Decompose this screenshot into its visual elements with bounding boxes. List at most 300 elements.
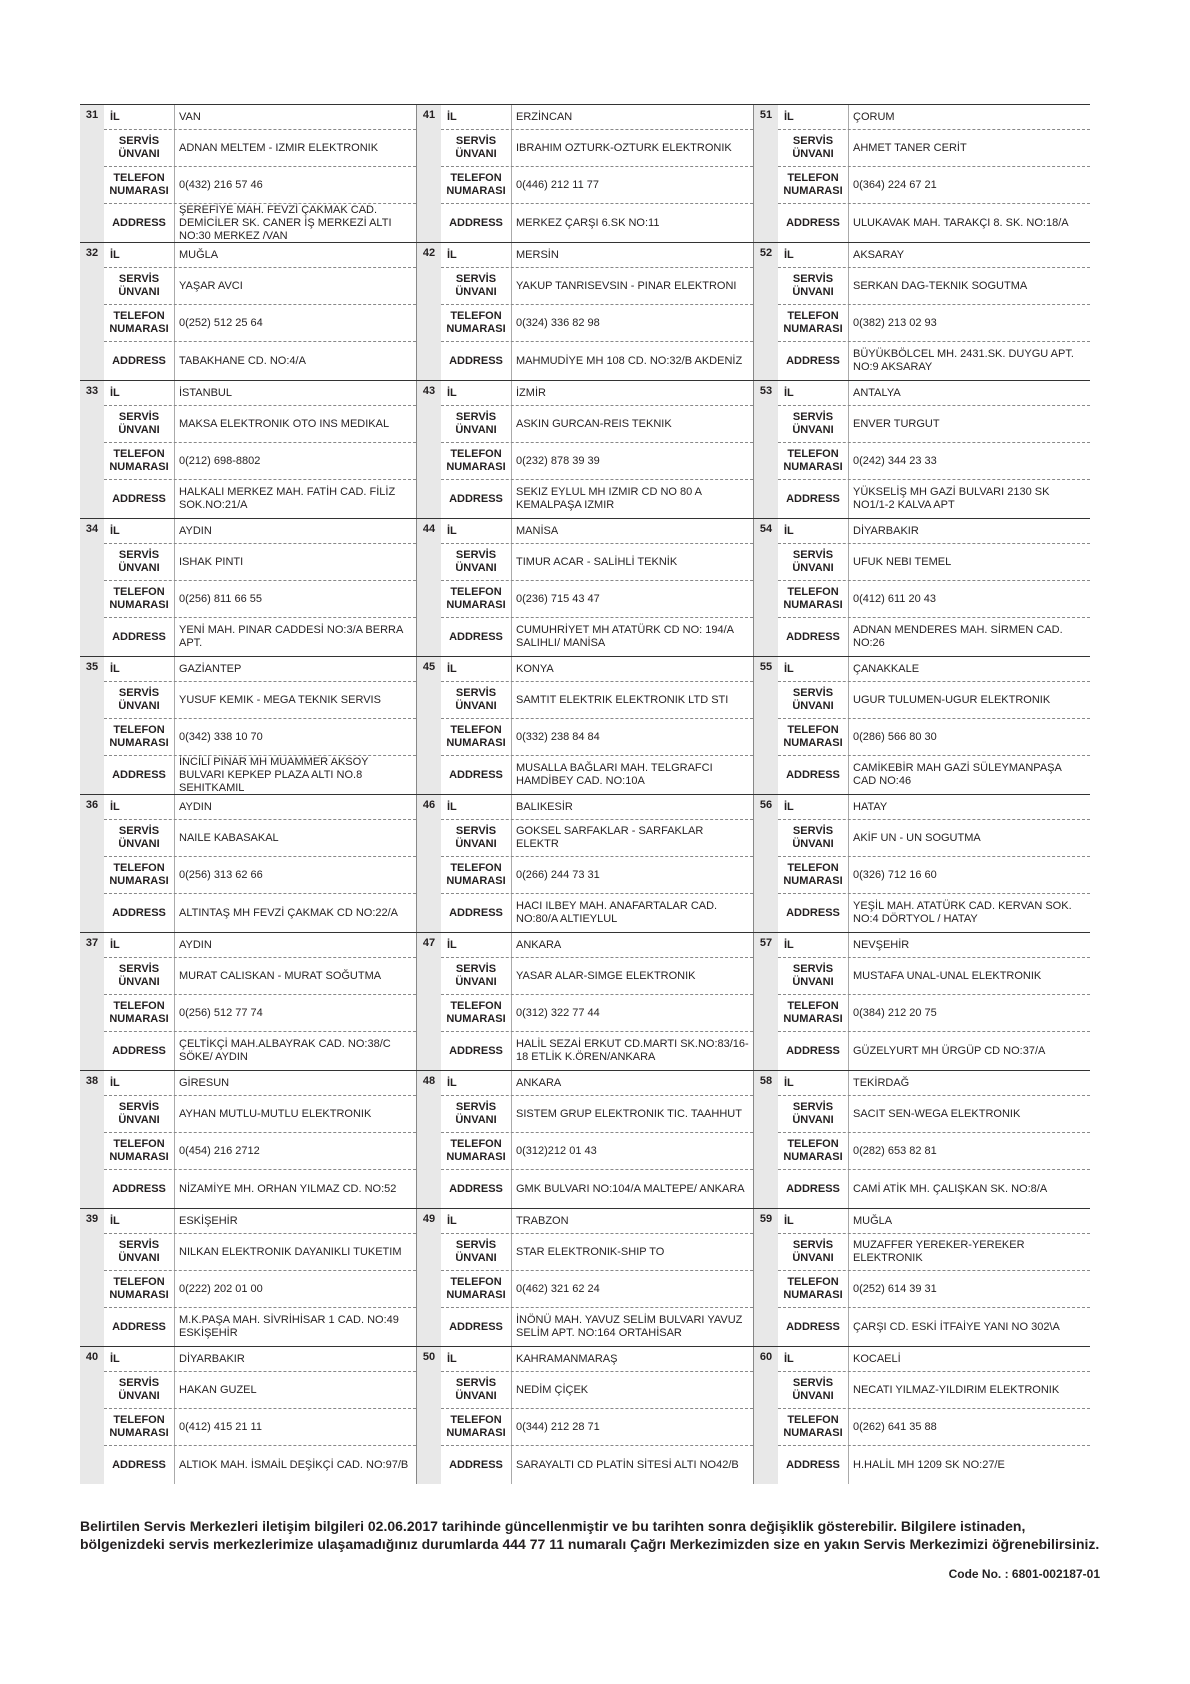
entry-number: 57	[754, 933, 778, 1070]
telefon-value: 0(222) 202 01 00	[174, 1271, 416, 1307]
service-center-entry	[416, 243, 753, 380]
telefon-label: TELEFON NUMARASI	[109, 862, 169, 887]
table-row	[80, 242, 1090, 380]
il-value: KAHRAMANMARAŞ	[511, 1347, 753, 1371]
servis-value: IBRAHIM OZTURK-OZTURK ELEKTRONIK	[511, 130, 753, 166]
servis-label: SERVİS ÜNVANI	[118, 1101, 160, 1126]
service-center-entry	[416, 1347, 753, 1484]
il-label: İL	[110, 1076, 120, 1089]
servis-label: SERVİS ÜNVANI	[455, 825, 497, 850]
entry-number: 56	[754, 795, 778, 932]
address-value: H.HALİL MH 1209 SK NO:27/E	[848, 1446, 1090, 1484]
telefon-label: TELEFON NUMARASI	[109, 1414, 169, 1439]
il-value: GAZİANTEP	[174, 657, 416, 681]
service-center-entry	[753, 1347, 1090, 1484]
address-value: BÜYÜKBÖLCEL MH. 2431.SK. DUYGU APT. NO:9 AKSARAY	[848, 342, 1090, 380]
il-label: İL	[110, 386, 120, 399]
telefon-label: TELEFON NUMARASI	[109, 1138, 169, 1163]
servis-value: ADNAN MELTEM - IZMIR ELEKTRONIK	[174, 130, 416, 166]
telefon-value: 0(256) 512 77 74	[174, 995, 416, 1031]
address-value: ÇELTİKÇİ MAH.ALBAYRAK CAD. NO:38/C SÖKE/ AYDIN	[174, 1032, 416, 1070]
servis-value: NECATI YILMAZ-YILDIRIM ELEKTRONIK	[848, 1372, 1090, 1408]
address-label: ADDRESS	[449, 768, 503, 781]
servis-label: SERVİS ÜNVANI	[118, 687, 160, 712]
il-value: TEKİRDAĞ	[848, 1071, 1090, 1095]
telefon-value: 0(364) 224 67 21	[848, 167, 1090, 203]
il-value: NEVŞEHİR	[848, 933, 1090, 957]
servis-label: SERVİS ÜNVANI	[118, 135, 160, 160]
il-label: İL	[110, 938, 120, 951]
telefon-label: TELEFON NUMARASI	[783, 448, 843, 473]
il-label: İL	[447, 1352, 457, 1365]
service-center-entry	[416, 519, 753, 656]
telefon-value: 0(286) 566 80 30	[848, 719, 1090, 755]
telefon-value: 0(236) 715 43 47	[511, 581, 753, 617]
service-center-entry	[416, 657, 753, 794]
il-value: AYDIN	[174, 933, 416, 957]
address-value: NİZAMİYE MH. ORHAN YILMAZ CD. NO:52	[174, 1170, 416, 1208]
table-row	[80, 380, 1090, 518]
telefon-value: 0(262) 641 35 88	[848, 1409, 1090, 1445]
address-label: ADDRESS	[112, 630, 166, 643]
address-value: ALTIOK MAH. İSMAİL DEŞİKÇİ CAD. NO:97/B	[174, 1446, 416, 1484]
il-value: ANTALYA	[848, 381, 1090, 405]
entry-number: 31	[80, 105, 104, 242]
servis-value: YAŞAR AVCI	[174, 268, 416, 304]
servis-value: ASKIN GURCAN-REIS TEKNIK	[511, 406, 753, 442]
telefon-label: TELEFON NUMARASI	[109, 724, 169, 749]
address-value: M.K.PAŞA MAH. SİVRİHİSAR 1 CAD. NO:49 ESKİŞEHİR	[174, 1308, 416, 1346]
il-label: İL	[110, 800, 120, 813]
servis-label: SERVİS ÜNVANI	[792, 687, 834, 712]
il-value: KONYA	[511, 657, 753, 681]
telefon-value: 0(344) 212 28 71	[511, 1409, 753, 1445]
il-label: İL	[447, 662, 457, 675]
servis-label: SERVİS ÜNVANI	[455, 135, 497, 160]
address-label: ADDRESS	[112, 354, 166, 367]
address-label: ADDRESS	[786, 1182, 840, 1195]
address-value: TABAKHANE CD. NO:4/A	[174, 342, 416, 380]
servis-label: SERVİS ÜNVANI	[455, 273, 497, 298]
telefon-label: TELEFON NUMARASI	[783, 1138, 843, 1163]
servis-value: NILKAN ELEKTRONIK DAYANIKLI TUKETIM	[174, 1234, 416, 1270]
entry-number: 51	[754, 105, 778, 242]
telefon-value: 0(446) 212 11 77	[511, 167, 753, 203]
address-value: YÜKSELİŞ MH GAZİ BULVARI 2130 SK NO1/1-2 KALVA APT	[848, 480, 1090, 518]
table-row	[80, 1208, 1090, 1346]
telefon-value: 0(256) 313 62 66	[174, 857, 416, 893]
service-center-entry	[416, 1209, 753, 1346]
address-label: ADDRESS	[112, 1182, 166, 1195]
entry-number: 60	[754, 1347, 778, 1484]
telefon-label: TELEFON NUMARASI	[446, 862, 506, 887]
telefon-label: TELEFON NUMARASI	[446, 724, 506, 749]
il-label: İL	[447, 938, 457, 951]
servis-value: YUSUF KEMIK - MEGA TEKNIK SERVIS	[174, 682, 416, 718]
telefon-value: 0(312) 322 77 44	[511, 995, 753, 1031]
servis-value: SISTEM GRUP ELEKTRONIK TIC. TAAHHUT	[511, 1096, 753, 1132]
il-label: İL	[784, 1352, 794, 1365]
telefon-label: TELEFON NUMARASI	[783, 172, 843, 197]
il-label: İL	[447, 524, 457, 537]
telefon-label: TELEFON NUMARASI	[109, 448, 169, 473]
address-label: ADDRESS	[112, 906, 166, 919]
servis-value: YAKUP TANRISEVSIN - PINAR ELEKTRONI	[511, 268, 753, 304]
telefon-label: TELEFON NUMARASI	[783, 724, 843, 749]
entry-number: 42	[417, 243, 441, 380]
code-number: Code No. : 6801-002187-01	[948, 1567, 1100, 1581]
servis-value: AHMET TANER CERİT	[848, 130, 1090, 166]
telefon-label: TELEFON NUMARASI	[783, 1276, 843, 1301]
il-value: ÇANAKKALE	[848, 657, 1090, 681]
il-label: İL	[110, 110, 120, 123]
servis-value: SERKAN DAG-TEKNIK SOGUTMA	[848, 268, 1090, 304]
servis-label: SERVİS ÜNVANI	[455, 1377, 497, 1402]
address-value: SEKIZ EYLUL MH IZMIR CD NO 80 A KEMALPAŞA IZMIR	[511, 480, 753, 518]
service-center-entry	[416, 105, 753, 242]
table-row	[80, 1070, 1090, 1208]
telefon-label: TELEFON NUMARASI	[109, 1276, 169, 1301]
address-value: HALİL SEZAİ ERKUT CD.MARTI SK.NO:83/16-18 ETLİK K.ÖREN/ANKARA	[511, 1032, 753, 1070]
il-value: MANİSA	[511, 519, 753, 543]
telefon-label: TELEFON NUMARASI	[446, 310, 506, 335]
telefon-value: 0(312)212 01 43	[511, 1133, 753, 1169]
servis-value: HAKAN GUZEL	[174, 1372, 416, 1408]
il-label: İL	[447, 1076, 457, 1089]
servis-label: SERVİS ÜNVANI	[118, 273, 160, 298]
entry-number: 59	[754, 1209, 778, 1346]
address-value: İNÖNÜ MAH. YAVUZ SELİM BULVARI YAVUZ SELİM APT. NO:164 ORTAHİSAR	[511, 1308, 753, 1346]
address-value: CAMİKEBİR MAH GAZİ SÜLEYMANPAŞA CAD NO:46	[848, 756, 1090, 794]
telefon-label: TELEFON NUMARASI	[783, 586, 843, 611]
address-label: ADDRESS	[112, 216, 166, 229]
telefon-label: TELEFON NUMARASI	[783, 310, 843, 335]
table-row	[80, 1346, 1090, 1484]
entry-number: 38	[80, 1071, 104, 1208]
telefon-value: 0(432) 216 57 46	[174, 167, 416, 203]
telefon-label: TELEFON NUMARASI	[446, 172, 506, 197]
il-label: İL	[110, 248, 120, 261]
il-label: İL	[110, 1352, 120, 1365]
telefon-value: 0(266) 244 73 31	[511, 857, 753, 893]
service-center-entry	[80, 1209, 416, 1346]
servis-label: SERVİS ÜNVANI	[792, 963, 834, 988]
address-value: GMK BULVARI NO:104/A MALTEPE/ ANKARA	[511, 1170, 753, 1208]
servis-value: YASAR ALAR-SIMGE ELEKTRONIK	[511, 958, 753, 994]
servis-value: MAKSA ELEKTRONIK OTO INS MEDIKAL	[174, 406, 416, 442]
service-center-entry	[80, 243, 416, 380]
il-label: İL	[784, 386, 794, 399]
il-value: ANKARA	[511, 1071, 753, 1095]
entry-number: 54	[754, 519, 778, 656]
entry-number: 33	[80, 381, 104, 518]
address-value: CAMİ ATİK MH. ÇALIŞKAN SK. NO:8/A	[848, 1170, 1090, 1208]
entry-number: 36	[80, 795, 104, 932]
address-label: ADDRESS	[449, 1182, 503, 1195]
entry-number: 44	[417, 519, 441, 656]
il-label: İL	[784, 1214, 794, 1227]
entry-number: 52	[754, 243, 778, 380]
il-label: İL	[784, 524, 794, 537]
address-label: ADDRESS	[786, 1044, 840, 1057]
address-label: ADDRESS	[786, 492, 840, 505]
il-label: İL	[784, 938, 794, 951]
il-value: MERSİN	[511, 243, 753, 267]
address-label: ADDRESS	[449, 216, 503, 229]
il-value: İSTANBUL	[174, 381, 416, 405]
address-label: ADDRESS	[112, 1044, 166, 1057]
service-center-entry	[80, 381, 416, 518]
entry-number: 49	[417, 1209, 441, 1346]
address-value: GÜZELYURT MH ÜRGÜP CD NO:37/A	[848, 1032, 1090, 1070]
servis-label: SERVİS ÜNVANI	[455, 687, 497, 712]
telefon-label: TELEFON NUMARASI	[783, 862, 843, 887]
service-center-entry	[753, 1209, 1090, 1346]
il-value: ANKARA	[511, 933, 753, 957]
il-label: İL	[447, 110, 457, 123]
address-value: YENİ MAH. PINAR CADDESİ NO:3/A BERRA APT.	[174, 618, 416, 656]
address-value: MERKEZ ÇARŞI 6.SK NO:11	[511, 204, 753, 242]
servis-label: SERVİS ÜNVANI	[118, 963, 160, 988]
servis-label: SERVİS ÜNVANI	[792, 411, 834, 436]
telefon-value: 0(242) 344 23 33	[848, 443, 1090, 479]
servis-value: AYHAN MUTLU-MUTLU ELEKTRONIK	[174, 1096, 416, 1132]
address-value: YEŞİL MAH. ATATÜRK CAD. KERVAN SOK. NO:4 DÖRTYOL / HATAY	[848, 894, 1090, 932]
telefon-value: 0(332) 238 84 84	[511, 719, 753, 755]
telefon-value: 0(282) 653 82 81	[848, 1133, 1090, 1169]
service-center-entry	[80, 657, 416, 794]
telefon-value: 0(462) 321 62 24	[511, 1271, 753, 1307]
service-center-entry	[753, 243, 1090, 380]
telefon-value: 0(384) 212 20 75	[848, 995, 1090, 1031]
servis-label: SERVİS ÜNVANI	[792, 1377, 834, 1402]
entry-number: 37	[80, 933, 104, 1070]
table-row	[80, 932, 1090, 1070]
telefon-label: TELEFON NUMARASI	[109, 310, 169, 335]
il-value: GİRESUN	[174, 1071, 416, 1095]
entry-number: 35	[80, 657, 104, 794]
il-value: KOCAELİ	[848, 1347, 1090, 1371]
table-row	[80, 794, 1090, 932]
il-value: AYDIN	[174, 795, 416, 819]
address-value: HACI ILBEY MAH. ANAFARTALAR CAD. NO:80/A ALTIEYLUL	[511, 894, 753, 932]
service-center-table	[80, 104, 1090, 1484]
servis-label: SERVİS ÜNVANI	[118, 1377, 160, 1402]
address-label: ADDRESS	[786, 354, 840, 367]
il-value: ÇORUM	[848, 105, 1090, 129]
il-value: MUĞLA	[174, 243, 416, 267]
service-center-entry	[753, 519, 1090, 656]
service-center-entry	[80, 1347, 416, 1484]
entry-number: 50	[417, 1347, 441, 1484]
il-value: AYDIN	[174, 519, 416, 543]
address-label: ADDRESS	[112, 1320, 166, 1333]
address-value: MAHMUDİYE MH 108 CD. NO:32/B AKDENİZ	[511, 342, 753, 380]
servis-label: SERVİS ÜNVANI	[455, 411, 497, 436]
address-label: ADDRESS	[786, 630, 840, 643]
telefon-value: 0(252) 614 39 31	[848, 1271, 1090, 1307]
telefon-label: TELEFON NUMARASI	[109, 172, 169, 197]
servis-label: SERVİS ÜNVANI	[792, 1101, 834, 1126]
il-label: İL	[447, 800, 457, 813]
address-label: ADDRESS	[112, 492, 166, 505]
service-center-entry	[753, 795, 1090, 932]
servis-value: UGUR TULUMEN-UGUR ELEKTRONIK	[848, 682, 1090, 718]
il-label: İL	[110, 1214, 120, 1227]
servis-value: ISHAK PINTI	[174, 544, 416, 580]
service-center-entry	[416, 1071, 753, 1208]
servis-label: SERVİS ÜNVANI	[792, 273, 834, 298]
il-label: İL	[784, 800, 794, 813]
address-label: ADDRESS	[449, 1320, 503, 1333]
service-center-entry	[753, 657, 1090, 794]
telefon-value: 0(212) 698-8802	[174, 443, 416, 479]
service-center-entry	[416, 381, 753, 518]
service-center-entry	[80, 1071, 416, 1208]
address-label: ADDRESS	[786, 216, 840, 229]
address-value: ÇARŞI CD. ESKİ İTFAİYE YANI NO 302\A	[848, 1308, 1090, 1346]
telefon-label: TELEFON NUMARASI	[446, 1276, 506, 1301]
entry-number: 55	[754, 657, 778, 794]
servis-label: SERVİS ÜNVANI	[118, 549, 160, 574]
il-value: BALIKESİR	[511, 795, 753, 819]
address-label: ADDRESS	[449, 906, 503, 919]
address-label: ADDRESS	[112, 768, 166, 781]
entry-number: 40	[80, 1347, 104, 1484]
il-value: ESKİŞEHİR	[174, 1209, 416, 1233]
il-label: İL	[447, 248, 457, 261]
address-label: ADDRESS	[449, 492, 503, 505]
servis-label: SERVİS ÜNVANI	[792, 1239, 834, 1264]
service-center-entry	[80, 795, 416, 932]
address-label: ADDRESS	[449, 1044, 503, 1057]
address-value: ULUKAVAK MAH. TARAKÇI 8. SK. NO:18/A	[848, 204, 1090, 242]
address-value: HALKALI MERKEZ MAH. FATİH CAD. FİLİZ SOK.NO:21/A	[174, 480, 416, 518]
servis-value: UFUK NEBI TEMEL	[848, 544, 1090, 580]
telefon-value: 0(326) 712 16 60	[848, 857, 1090, 893]
telefon-value: 0(412) 415 21 11	[174, 1409, 416, 1445]
telefon-value: 0(454) 216 2712	[174, 1133, 416, 1169]
servis-label: SERVİS ÜNVANI	[118, 1239, 160, 1264]
telefon-value: 0(232) 878 39 39	[511, 443, 753, 479]
address-value: MUSALLA BAĞLARI MAH. TELGRAFCI HAMDİBEY CAD. NO:10A	[511, 756, 753, 794]
address-value: ADNAN MENDERES MAH. SİRMEN CAD. NO:26	[848, 618, 1090, 656]
address-value: ALTINTAŞ MH FEVZİ ÇAKMAK CD NO:22/A	[174, 894, 416, 932]
service-center-entry	[753, 933, 1090, 1070]
il-label: İL	[110, 524, 120, 537]
servis-value: MUZAFFER YEREKER-YEREKER ELEKTRONIK	[848, 1234, 1090, 1270]
service-center-entry	[80, 933, 416, 1070]
entry-number: 43	[417, 381, 441, 518]
telefon-label: TELEFON NUMARASI	[446, 448, 506, 473]
il-value: AKSARAY	[848, 243, 1090, 267]
il-label: İL	[447, 1214, 457, 1227]
il-label: İL	[447, 386, 457, 399]
entry-number: 45	[417, 657, 441, 794]
table-row	[80, 656, 1090, 794]
footer-note: Belirtilen Servis Merkezleri iletişim bilgileri 02.06.2017 tarihinde güncellenmiştir ve bu tarihten sonra değişiklik gösterebilir. Bilgilere istinaden, bölgenizdeki servis merkezlerimize ulaşamadığınız durumlarda 444 77 11 numaralı Çağrı Merkezimizden size en yakın Servis Merkezimizi öğrenebilirsiniz.	[80, 1518, 1100, 1552]
entry-number: 39	[80, 1209, 104, 1346]
entry-number: 41	[417, 105, 441, 242]
table-row	[80, 104, 1090, 242]
address-value: İNCİLİ PINAR MH MUAMMER AKSOY BULVARI KEPKEP PLAZA ALTI NO.8 SEHITKAMIL	[174, 756, 416, 794]
entry-number: 53	[754, 381, 778, 518]
address-label: ADDRESS	[786, 768, 840, 781]
il-value: DİYARBAKIR	[174, 1347, 416, 1371]
address-label: ADDRESS	[449, 1458, 503, 1471]
service-center-entry	[416, 795, 753, 932]
servis-value: STAR ELEKTRONIK-SHIP TO	[511, 1234, 753, 1270]
servis-value: MURAT CALISKAN - MURAT SOĞUTMA	[174, 958, 416, 994]
address-label: ADDRESS	[786, 906, 840, 919]
address-value: CUMUHRİYET MH ATATÜRK CD NO: 194/A SALIHLI/ MANİSA	[511, 618, 753, 656]
servis-value: NEDİM ÇİÇEK	[511, 1372, 753, 1408]
telefon-label: TELEFON NUMARASI	[446, 1000, 506, 1025]
servis-value: ENVER TURGUT	[848, 406, 1090, 442]
telefon-label: TELEFON NUMARASI	[783, 1000, 843, 1025]
address-value: SARAYALTI CD PLATİN SİTESİ ALTI NO42/B	[511, 1446, 753, 1484]
telefon-value: 0(382) 213 02 93	[848, 305, 1090, 341]
servis-value: MUSTAFA UNAL-UNAL ELEKTRONIK	[848, 958, 1090, 994]
servis-label: SERVİS ÜNVANI	[455, 963, 497, 988]
service-center-entry	[753, 105, 1090, 242]
il-value: TRABZON	[511, 1209, 753, 1233]
il-value: VAN	[174, 105, 416, 129]
service-center-entry	[80, 105, 416, 242]
address-label: ADDRESS	[449, 354, 503, 367]
servis-label: SERVİS ÜNVANI	[118, 825, 160, 850]
service-center-entry	[80, 519, 416, 656]
entry-number: 32	[80, 243, 104, 380]
service-center-entry	[416, 933, 753, 1070]
il-value: ERZİNCAN	[511, 105, 753, 129]
servis-value: SAMTIT ELEKTRIK ELEKTRONIK LTD STI	[511, 682, 753, 718]
telefon-label: TELEFON NUMARASI	[783, 1414, 843, 1439]
telefon-value: 0(256) 811 66 55	[174, 581, 416, 617]
address-value: ŞEREFİYE MAH. FEVZİ ÇAKMAK CAD. DEMİCİLER SK. CANER İŞ MERKEZİ ALTI NO:30 MERKEZ /VAN	[174, 204, 416, 242]
address-label: ADDRESS	[786, 1458, 840, 1471]
il-label: İL	[784, 662, 794, 675]
address-label: ADDRESS	[786, 1320, 840, 1333]
il-label: İL	[784, 1076, 794, 1089]
il-label: İL	[784, 110, 794, 123]
il-label: İL	[110, 662, 120, 675]
telefon-label: TELEFON NUMARASI	[109, 586, 169, 611]
servis-label: SERVİS ÜNVANI	[118, 411, 160, 436]
servis-value: TIMUR ACAR - SALİHLİ TEKNİK	[511, 544, 753, 580]
servis-label: SERVİS ÜNVANI	[792, 135, 834, 160]
servis-label: SERVİS ÜNVANI	[455, 1239, 497, 1264]
telefon-value: 0(324) 336 82 98	[511, 305, 753, 341]
telefon-label: TELEFON NUMARASI	[446, 586, 506, 611]
servis-value: AKİF UN - UN SOGUTMA	[848, 820, 1090, 856]
service-center-entry	[753, 1071, 1090, 1208]
telefon-value: 0(412) 611 20 43	[848, 581, 1090, 617]
telefon-label: TELEFON NUMARASI	[446, 1414, 506, 1439]
il-value: İZMİR	[511, 381, 753, 405]
servis-label: SERVİS ÜNVANI	[455, 549, 497, 574]
entry-number: 46	[417, 795, 441, 932]
address-label: ADDRESS	[112, 1458, 166, 1471]
entry-number: 58	[754, 1071, 778, 1208]
telefon-label: TELEFON NUMARASI	[109, 1000, 169, 1025]
entry-number: 47	[417, 933, 441, 1070]
servis-value: SACIT SEN-WEGA ELEKTRONIK	[848, 1096, 1090, 1132]
address-label: ADDRESS	[449, 630, 503, 643]
servis-label: SERVİS ÜNVANI	[792, 825, 834, 850]
servis-label: SERVİS ÜNVANI	[455, 1101, 497, 1126]
il-value: MUĞLA	[848, 1209, 1090, 1233]
